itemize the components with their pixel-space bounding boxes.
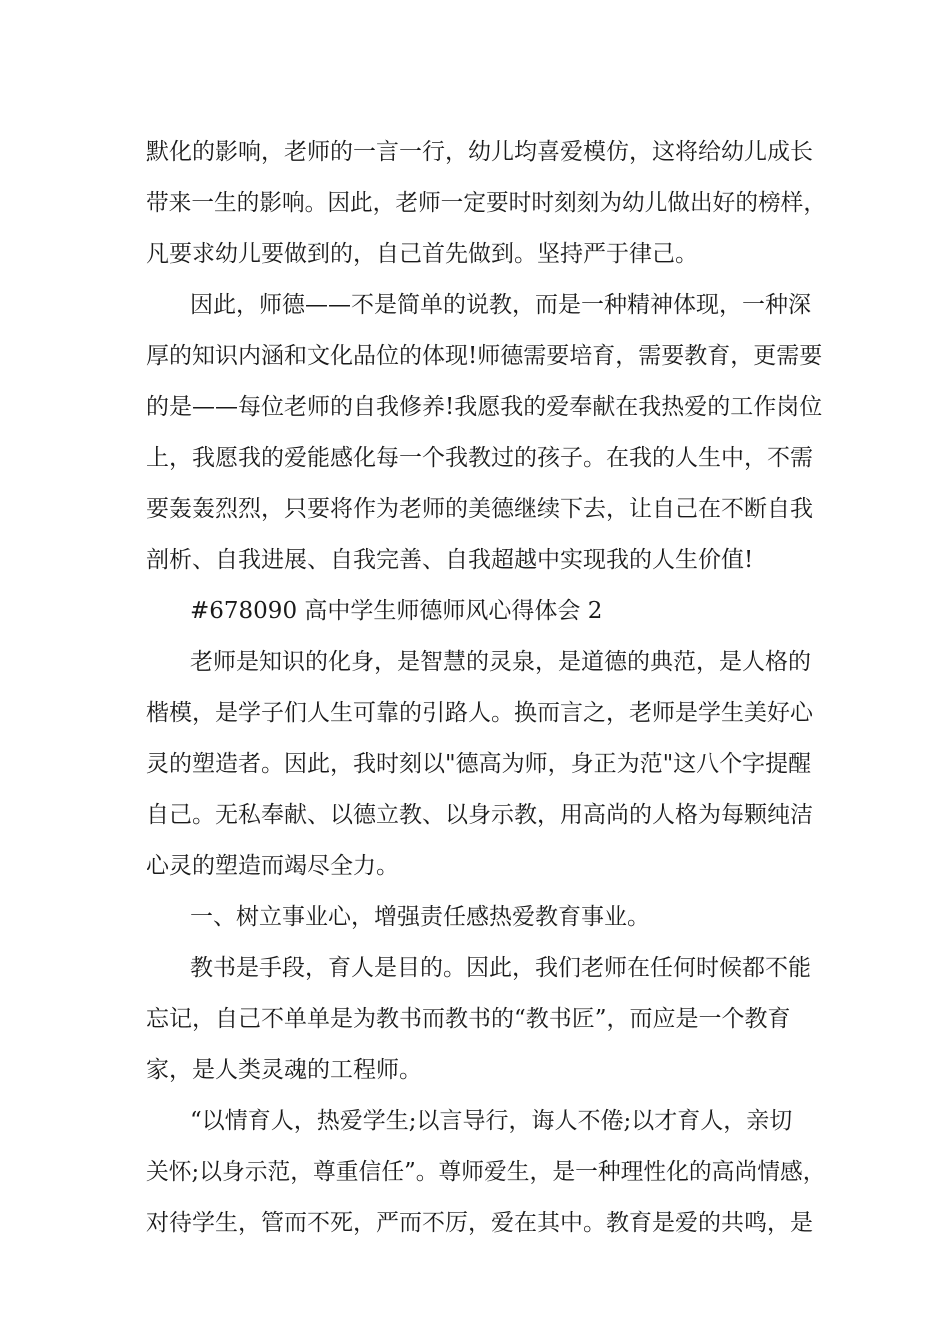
text-line: 灵的塑造者。因此，我时刻以"德高为师，身正为范"这八个字提醒 — [146, 751, 812, 777]
text-line: 家，是人类灵魂的工程师。 — [146, 1057, 422, 1083]
text-line: 厚的知识内涵和文化品位的体现!师德需要培育，需要教育，更需要 — [146, 343, 823, 369]
text-line: “以情育人，热爱学生;以言导行，诲人不倦;以才育人，亲切 — [190, 1108, 793, 1134]
section-heading: #678090 高中学生师德师风心得体会 2 — [190, 598, 603, 624]
section-heading: 一、树立事业心，增强责任感热爱教育事业。 — [190, 904, 650, 930]
text-line: 默化的影响，老师的一言一行，幼儿均喜爱模仿，这将给幼儿成长 — [146, 139, 813, 165]
text-line: 带来一生的影响。因此，老师一定要时时刻刻为幼儿做出好的榜样， — [146, 190, 826, 216]
text-line: 忘记，自己不单单是为教书而教书的“教书匠”，而应是一个教育 — [146, 1006, 791, 1032]
text-line: 凡要求幼儿要做到的，自己首先做到。坚持严于律己。 — [146, 241, 698, 267]
text-line: 因此，师德——不是简单的说教，而是一种精神体现，一种深 — [190, 292, 811, 318]
text-line: 自己。无私奉献、以德立教、以身示教，用高尚的人格为每颗纯洁 — [146, 802, 813, 828]
text-line: 教书是手段，育人是目的。因此，我们老师在任何时候都不能 — [190, 955, 811, 981]
text-line: 剖析、自我进展、自我完善、自我超越中实现我的人生价值! — [146, 547, 754, 573]
text-line: 要轰轰烈烈，只要将作为老师的美德继续下去，让自己在不断自我 — [146, 496, 813, 522]
text-line: 的是——每位老师的自我修养!我愿我的爱奉献在我热爱的工作岗位 — [146, 394, 823, 420]
text-line: 上，我愿我的爱能感化每一个我教过的孩子。在我的人生中，不需 — [146, 445, 813, 471]
text-line: 关怀;以身示范，尊重信任”。尊师爱生，是一种理性化的高尚情感， — [146, 1159, 826, 1185]
text-line: 心灵的塑造而竭尽全力。 — [146, 853, 399, 879]
text-line: 对待学生，管而不死，严而不厉，爱在其中。教育是爱的共鸣，是 — [146, 1210, 813, 1236]
text-line: 楷模，是学子们人生可靠的引路人。换而言之，老师是学生美好心 — [146, 700, 813, 726]
text-line: 老师是知识的化身，是智慧的灵泉，是道德的典范，是人格的 — [190, 649, 811, 675]
